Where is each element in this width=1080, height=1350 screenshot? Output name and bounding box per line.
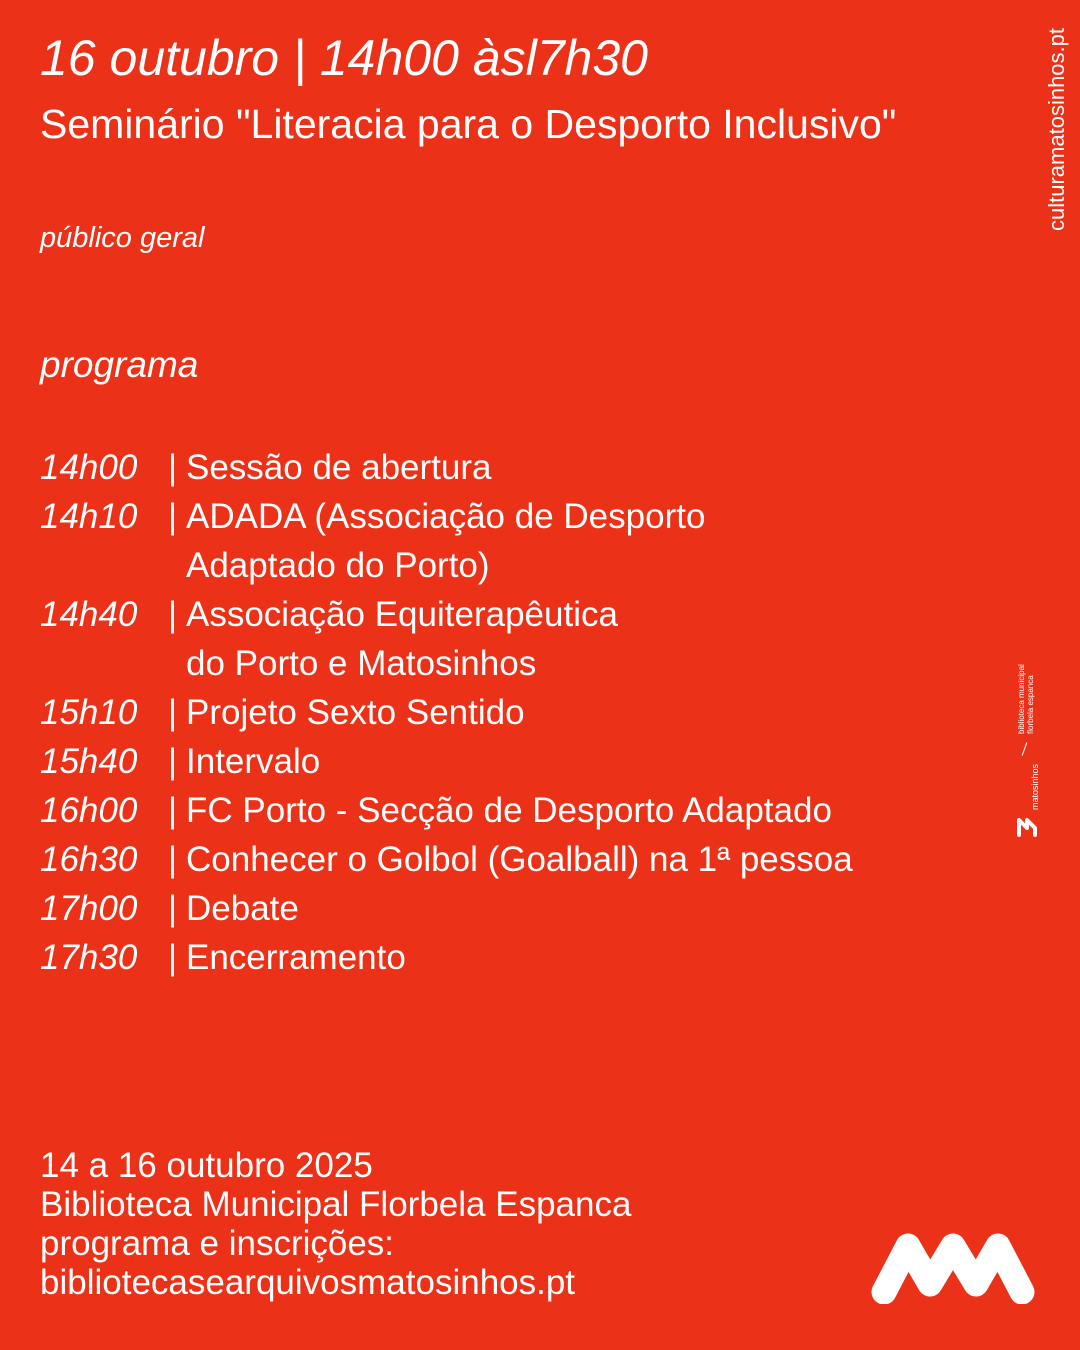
schedule-activity: Sessão de abertura [186, 448, 492, 487]
library-name-line-1: biblioteca municipal [1017, 664, 1026, 734]
schedule-activity: Encerramento [186, 938, 406, 977]
schedule-time: 14h10 [40, 497, 138, 536]
library-brand-mark [1016, 644, 1040, 844]
schedule-time: 16h30 [40, 840, 138, 879]
schedule-separator: | [168, 840, 178, 879]
schedule-item-continuation [40, 639, 1000, 688]
program-heading: programa [40, 344, 199, 385]
event-date-time: 16 outubro | 14h00 àsl7h30 [40, 30, 648, 86]
schedule-item [40, 933, 1000, 982]
event-title: Seminário "Literacia para o Desporto Inclusivo" [40, 101, 897, 147]
schedule-activity: Debate [186, 889, 299, 928]
schedule-activity: do Porto e Matosinhos [186, 644, 537, 683]
schedule-separator: | [168, 791, 178, 830]
schedule-separator: | [168, 742, 178, 781]
schedule-item-continuation [40, 541, 1000, 590]
schedule-item [40, 590, 1000, 639]
schedule-item [40, 443, 1000, 492]
schedule-time: 15h40 [40, 742, 138, 781]
schedule-item [40, 835, 1000, 884]
library-name [1017, 664, 1035, 734]
schedule-activity: Associação Equiterapêutica [186, 595, 618, 634]
footer-registration-label: programa e inscrições: [40, 1224, 395, 1263]
schedule-activity: ADADA (Associação de Desporto [186, 497, 706, 536]
schedule-item [40, 688, 1000, 737]
schedule-time: 15h10 [40, 693, 138, 732]
footer-registration-url[interactable]: bibliotecasearquivosmatosinhos.pt [40, 1263, 576, 1302]
schedule-item [40, 786, 1000, 835]
matosinhos-small-logo-icon [1016, 814, 1038, 838]
schedule-time: 16h00 [40, 791, 138, 830]
library-name-line-2: florbela espanca [1026, 675, 1035, 734]
schedule-separator: | [168, 448, 178, 487]
program-schedule [40, 443, 1000, 982]
schedule-activity: Conhecer o Golbol (Goalball) na 1ª pessoa [186, 840, 853, 879]
schedule-activity: Adaptado do Porto) [186, 546, 490, 585]
matosinhos-wordmark: matosinhos [1030, 763, 1040, 810]
schedule-item [40, 492, 1000, 541]
event-footer [40, 1146, 631, 1302]
footer-dates: 14 a 16 outubro 2025 [40, 1146, 373, 1185]
schedule-item [40, 737, 1000, 786]
website-vertical-text[interactable]: culturamatosinhos.pt [1044, 28, 1069, 231]
schedule-item [40, 884, 1000, 933]
schedule-time: 14h00 [40, 448, 138, 487]
schedule-activity: FC Porto - Secção de Desporto Adaptado [186, 791, 832, 830]
brand-divider [1022, 742, 1028, 755]
schedule-separator: | [168, 497, 178, 536]
schedule-activity: Intervalo [186, 742, 321, 781]
schedule-separator: | [168, 595, 178, 634]
schedule-separator: | [168, 938, 178, 977]
schedule-time: 17h00 [40, 889, 138, 928]
schedule-time: 14h40 [40, 595, 138, 634]
schedule-separator: | [168, 693, 178, 732]
schedule-time: 17h30 [40, 938, 138, 977]
schedule-activity: Projeto Sexto Sentido [186, 693, 525, 732]
event-audience: público geral [40, 222, 205, 254]
schedule-separator: | [168, 889, 178, 928]
footer-venue: Biblioteca Municipal Florbela Espanca [40, 1185, 632, 1224]
matosinhos-mm-logo-icon [870, 1232, 1036, 1304]
